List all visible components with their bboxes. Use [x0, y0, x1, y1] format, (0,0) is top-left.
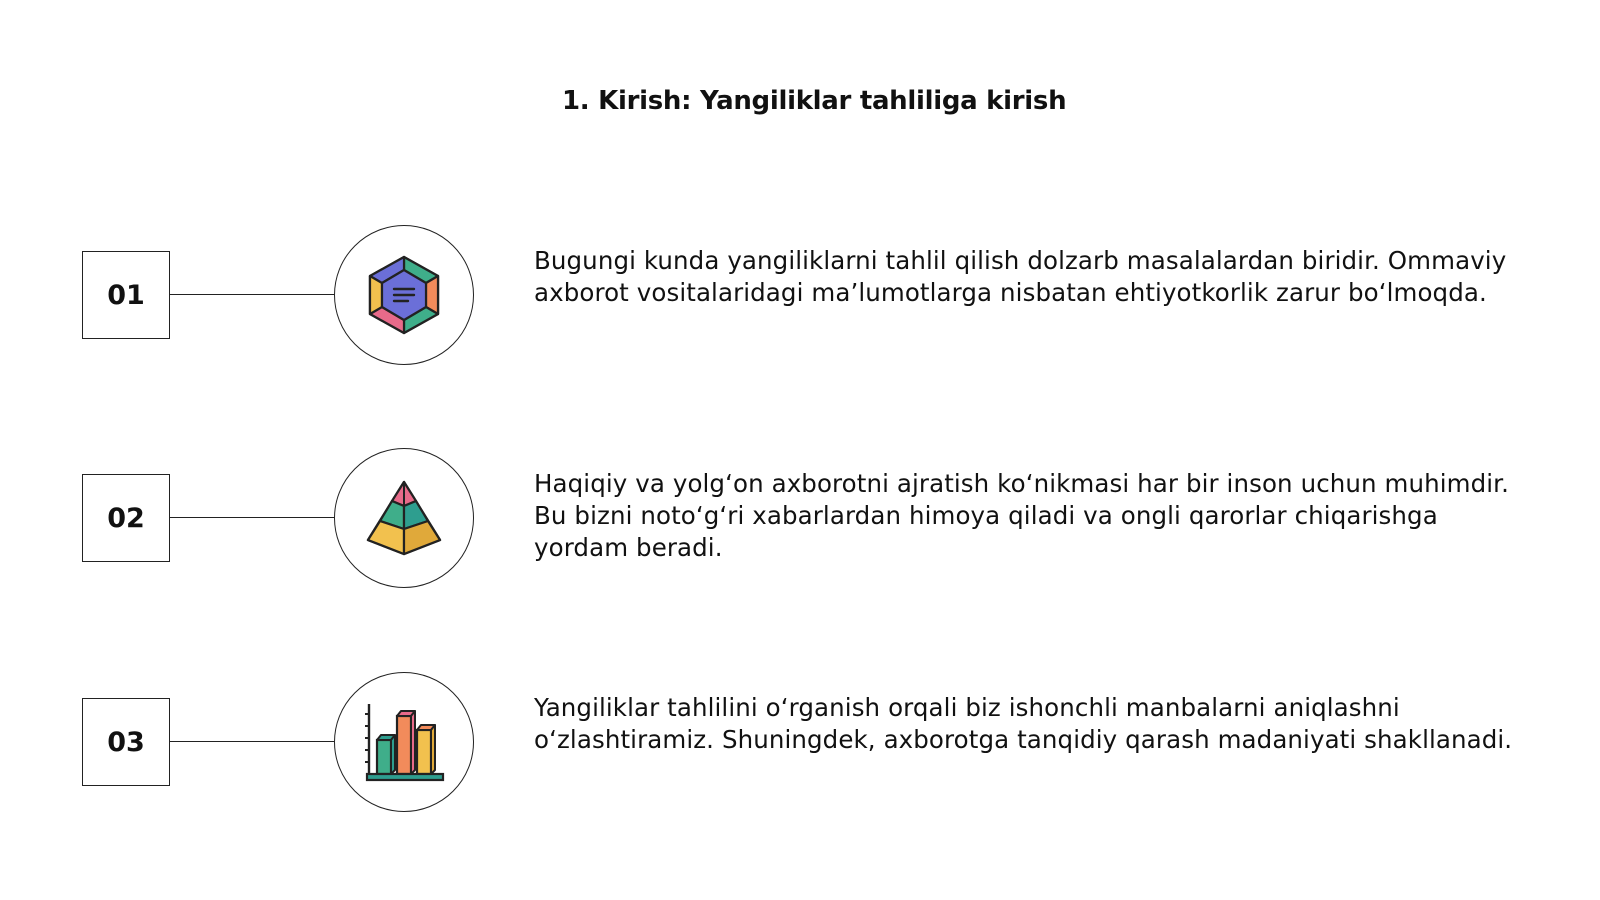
connector-line	[170, 294, 334, 295]
item-number: 01	[107, 279, 145, 311]
connector-line	[170, 741, 334, 742]
item-number: 02	[107, 502, 145, 534]
item-number-box	[82, 251, 170, 339]
item-description: Yangiliklar tahlilini o‘rganish orqali biz ishonchli manbalarni aniqlashni o‘zlashtiramiz. Shuningdek, axborotga tanqidiy qarash madaniyati shakllanadi.	[534, 693, 1513, 754]
icon-circle	[334, 225, 474, 365]
item-number-box	[82, 698, 170, 786]
page-title: 1. Kirish: Yangiliklar tahliliga kirish	[562, 86, 1067, 116]
item-number: 03	[107, 726, 145, 758]
item-description: Haqiqiy va yolg‘on axborotni ajratish ko‘nikmasi har bir inson uchun muhimdir. Bu bizni noto‘g‘ri xabarlardan himoya qiladi va ongli qarorlar chiqarishga yordam beradi.	[534, 469, 1509, 562]
list-item	[0, 225, 1600, 365]
pyramid-icon	[364, 478, 444, 558]
bar-chart-icon	[363, 700, 445, 784]
item-description: Bugungi kunda yangiliklarni tahlil qilish dolzarb masalalardan biridir. Ommaviy axborot vositalaridagi ma’lumotlarga nisbatan ehtiyotkorlik zarur bo‘lmoqda.	[534, 246, 1507, 307]
list-item	[0, 448, 1600, 588]
list-item	[0, 672, 1600, 812]
icon-circle	[334, 448, 474, 588]
connector-line	[170, 517, 334, 518]
hexagon-document-icon	[366, 254, 442, 336]
item-number-box	[82, 474, 170, 562]
icon-circle	[334, 672, 474, 812]
